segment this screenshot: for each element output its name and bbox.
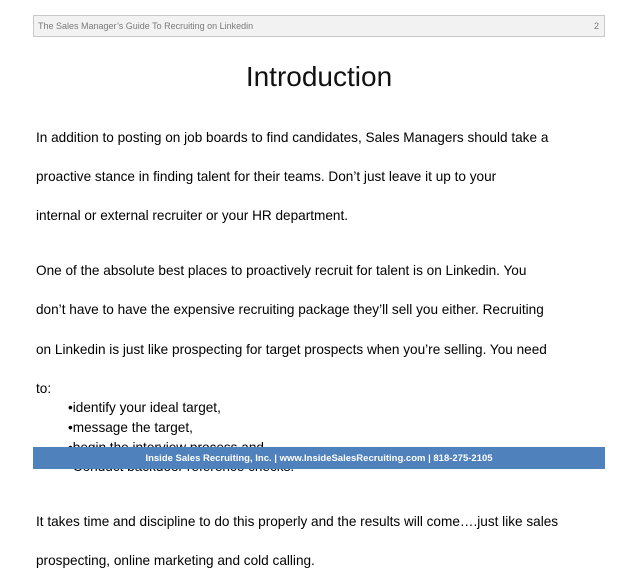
document-title: The Sales Manager’s Guide To Recruiting on Linkedin — [38, 21, 254, 31]
paragraph-line: It takes time and discipline to do this properly and the results will come….just like sales — [36, 514, 559, 530]
paragraph-line: don’t have to have the expensive recruiting package they’ll sell you either. Recruiting — [36, 302, 544, 318]
body-content — [36, 108, 616, 571]
paragraph-line: proactive stance in finding talent for their teams. Don’t just leave it up to your — [36, 168, 497, 184]
paragraph-spacer — [36, 226, 616, 242]
page-title: Introduction — [245, 61, 393, 92]
list-item: •identify your ideal target, — [68, 400, 221, 416]
paragraph-closing — [36, 493, 616, 571]
paragraph-linkedin — [36, 242, 616, 399]
paragraph-line: One of the absolute best places to proactively recruit for talent is on Linkedin. You — [36, 263, 527, 279]
list-item: •message the target, — [68, 419, 193, 435]
header-bar — [33, 15, 605, 37]
page-number: 2 — [593, 21, 599, 31]
footer-contact-text: Inside Sales Recruiting, Inc. | www.InsideSalesRecruiting.com | 818-275-2105 — [145, 452, 493, 464]
paragraph-line: prospecting, online marketing and cold calling. — [36, 553, 315, 569]
paragraph-line: on Linkedin is just like prospecting for target prospects when you’re selling. You need — [36, 341, 547, 357]
paragraph-line: internal or external recruiter or your HR department. — [36, 207, 349, 223]
paragraph-intro — [36, 108, 616, 226]
paragraph-line: to: — [36, 380, 52, 396]
footer-bar — [33, 447, 605, 469]
paragraph-line: In addition to posting on job boards to find candidates, Sales Managers should take a — [36, 129, 549, 145]
paragraph-spacer — [36, 477, 616, 493]
